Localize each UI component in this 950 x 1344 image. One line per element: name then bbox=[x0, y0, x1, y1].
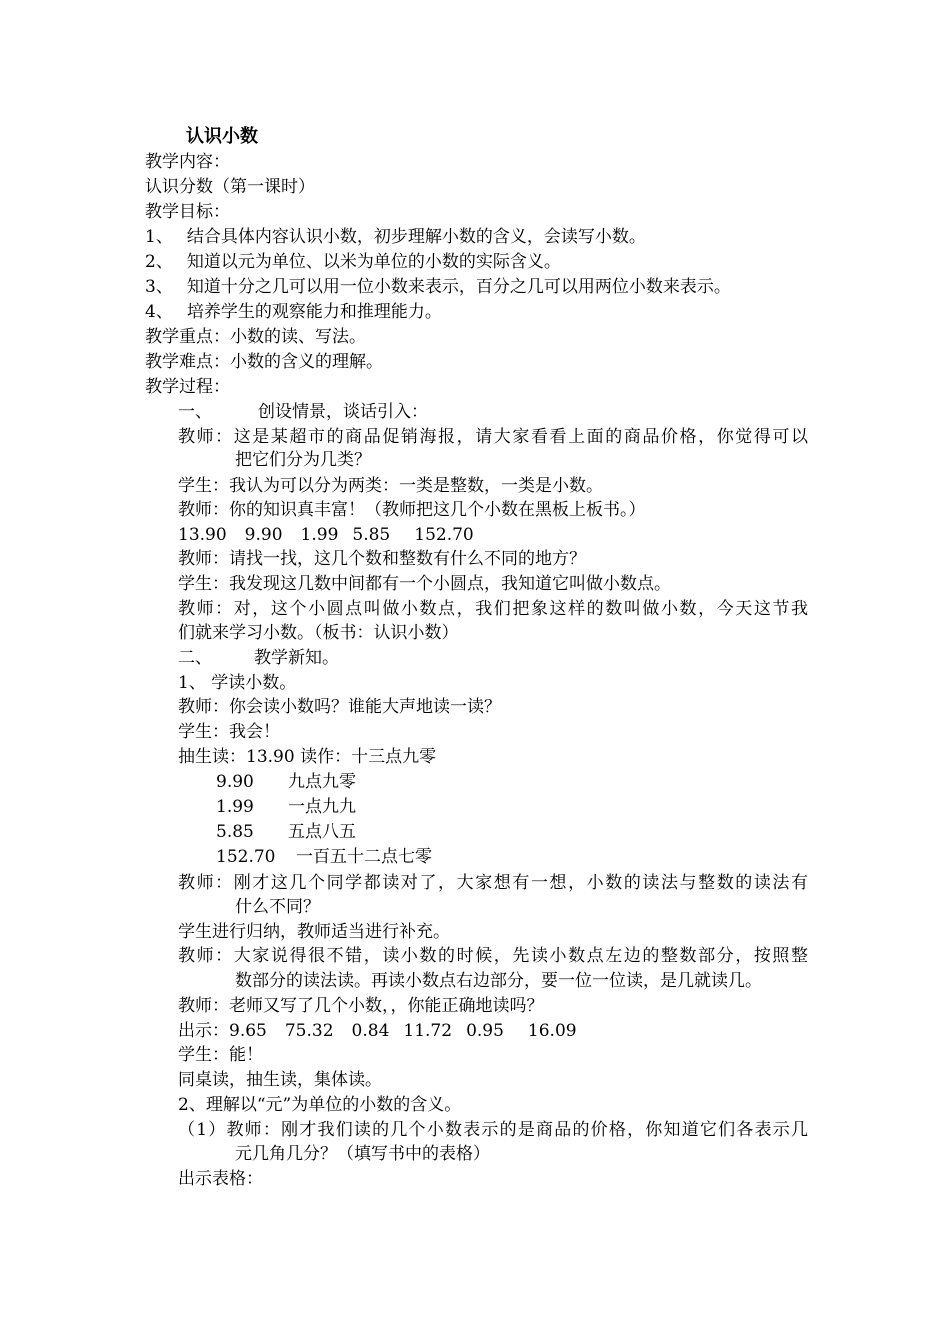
dialogue-line: （1）教师：刚才我们读的几个小数表示的是商品的价格，你知道它们各表示几 bbox=[178, 1120, 808, 1140]
section-number: 一、 bbox=[178, 402, 212, 422]
goal-item bbox=[145, 302, 442, 322]
goal-text: 知道十分之几可以用一位小数来表示，百分之几可以用两位小数来表示。 bbox=[186, 277, 731, 297]
document-title: 认识小数 bbox=[186, 126, 258, 147]
dialogue-line: 们就来学习小数。（板书：认识小数） bbox=[178, 623, 459, 643]
section-number: 二、 bbox=[178, 648, 212, 668]
decimal-number: 152.70 bbox=[414, 525, 474, 545]
dialogue-line: 教师：刚才这几个同学都读对了，大家想有一想，小数的读法与整数的读法有 bbox=[178, 873, 808, 893]
goals-label: 教学目标： bbox=[145, 202, 230, 222]
goal-number: 1、 bbox=[145, 227, 173, 247]
section-heading bbox=[178, 648, 339, 668]
key-point: 教学重点：小数的读、写法。 bbox=[145, 327, 366, 347]
reading-number: 9.90 bbox=[216, 772, 254, 792]
goal-text: 知道以元为单位、以米为单位的小数的实际含义。 bbox=[186, 252, 561, 272]
difficulty: 教学难点：小数的含义的理解。 bbox=[145, 352, 383, 372]
goal-number: 3、 bbox=[145, 277, 173, 297]
dialogue-continuation: 什么不同？ bbox=[235, 897, 320, 917]
dialogue-continuation: 把它们分为几类？ bbox=[235, 450, 371, 470]
goal-text: 结合具体内容认识小数，初步理解小数的含义，会读写小数。 bbox=[186, 227, 646, 247]
reading-number: 1.99 bbox=[216, 797, 254, 817]
decimal-number: 13.90 bbox=[178, 525, 227, 545]
reading-text: 九点九零 bbox=[288, 772, 356, 792]
reading-number: 152.70 bbox=[216, 847, 276, 867]
dialogue-line: 教师：请找一找，这几个数和整数有什么不同的地方？ bbox=[178, 549, 586, 569]
dialogue-line: 同桌读，抽生读，集体读。 bbox=[178, 1070, 382, 1090]
dialogue-line: 教师：这是某超市的商品促销海报，请大家看看上面的商品价格，你觉得可以 bbox=[178, 427, 808, 447]
goal-number: 2、 bbox=[145, 252, 173, 272]
process-label: 教学过程： bbox=[145, 377, 230, 397]
dialogue-continuation: 数部分的读法读。再读小数点右边部分，要一位一位读，是几就读几。 bbox=[235, 971, 762, 991]
show-label: 出示： bbox=[178, 1021, 229, 1041]
reading-row bbox=[216, 847, 432, 867]
subsection-heading: 2、理解以“元”为单位的小数的含义。 bbox=[178, 1095, 462, 1115]
reading-text: 五点八五 bbox=[288, 822, 356, 842]
decimal-number: 0.95 bbox=[466, 1021, 504, 1041]
goal-item bbox=[145, 252, 561, 272]
decimal-number: 16.09 bbox=[527, 1021, 577, 1041]
content-label: 教学内容： bbox=[145, 152, 230, 172]
dialogue-line: 学生：能！ bbox=[178, 1045, 263, 1065]
dialogue-line: 教师：老师又写了几个小数，，你能正确地读吗？ bbox=[178, 996, 544, 1016]
decimal-list bbox=[178, 525, 474, 545]
decimal-number: 1.99 bbox=[300, 525, 339, 545]
dialogue-continuation: 元几角几分？（填写书中的表格） bbox=[235, 1144, 490, 1164]
reading-text: 一百五十二点七零 bbox=[296, 847, 432, 867]
dialogue-line: 学生：我认为可以分为两类：一类是整数，一类是小数。 bbox=[178, 476, 603, 496]
dialogue-line: 教师：你会读小数吗？谁能大声地读一读？ bbox=[178, 697, 501, 717]
dialogue-line: 出示表格： bbox=[178, 1169, 263, 1189]
decimal-number: 5.85 bbox=[352, 525, 391, 545]
dialogue-line: 学生进行归纳，教师适当进行补充。 bbox=[178, 922, 450, 942]
section-heading bbox=[178, 402, 428, 422]
goal-item bbox=[145, 277, 731, 297]
goal-number: 4、 bbox=[145, 302, 173, 322]
decimal-list bbox=[178, 1021, 577, 1041]
content-text: 认识分数（第一课时） bbox=[145, 177, 315, 197]
dialogue-line: 抽生读：13.90 读作：十三点九零 bbox=[178, 747, 437, 767]
section-text: 教学新知。 bbox=[254, 648, 339, 668]
subsection-heading: 1、 学读小数。 bbox=[178, 673, 297, 693]
reading-row bbox=[216, 772, 356, 792]
reading-number: 5.85 bbox=[216, 822, 254, 842]
dialogue-line: 学生：我会！ bbox=[178, 722, 280, 742]
section-text: 创设情景，谈话引入： bbox=[258, 402, 428, 422]
reading-row bbox=[216, 822, 356, 842]
reading-row bbox=[216, 797, 356, 817]
decimal-number: 0.84 bbox=[351, 1021, 390, 1041]
goal-item bbox=[145, 227, 646, 247]
dialogue-line: 教师：对，这个小圆点叫做小数点，我们把象这样的数叫做小数，今天这节我 bbox=[178, 599, 808, 619]
dialogue-line: 教师：大家说得很不错，读小数的时候，先读小数点左边的整数部分，按照整 bbox=[178, 946, 808, 966]
reading-text: 一点九九 bbox=[288, 797, 356, 817]
goal-text: 培养学生的观察能力和推理能力。 bbox=[186, 302, 442, 322]
decimal-number: 11.72 bbox=[403, 1021, 453, 1041]
decimal-number: 9.65 bbox=[229, 1021, 267, 1041]
dialogue-line: 学生：我发现这几数中间都有一个小圆点，我知道它叫做小数点。 bbox=[178, 574, 671, 594]
decimal-number: 9.90 bbox=[244, 525, 283, 545]
decimal-number: 75.32 bbox=[284, 1021, 334, 1041]
dialogue-line: 教师：你的知识真丰富！（教师把这几个小数在黑板上板书。） bbox=[178, 500, 646, 520]
